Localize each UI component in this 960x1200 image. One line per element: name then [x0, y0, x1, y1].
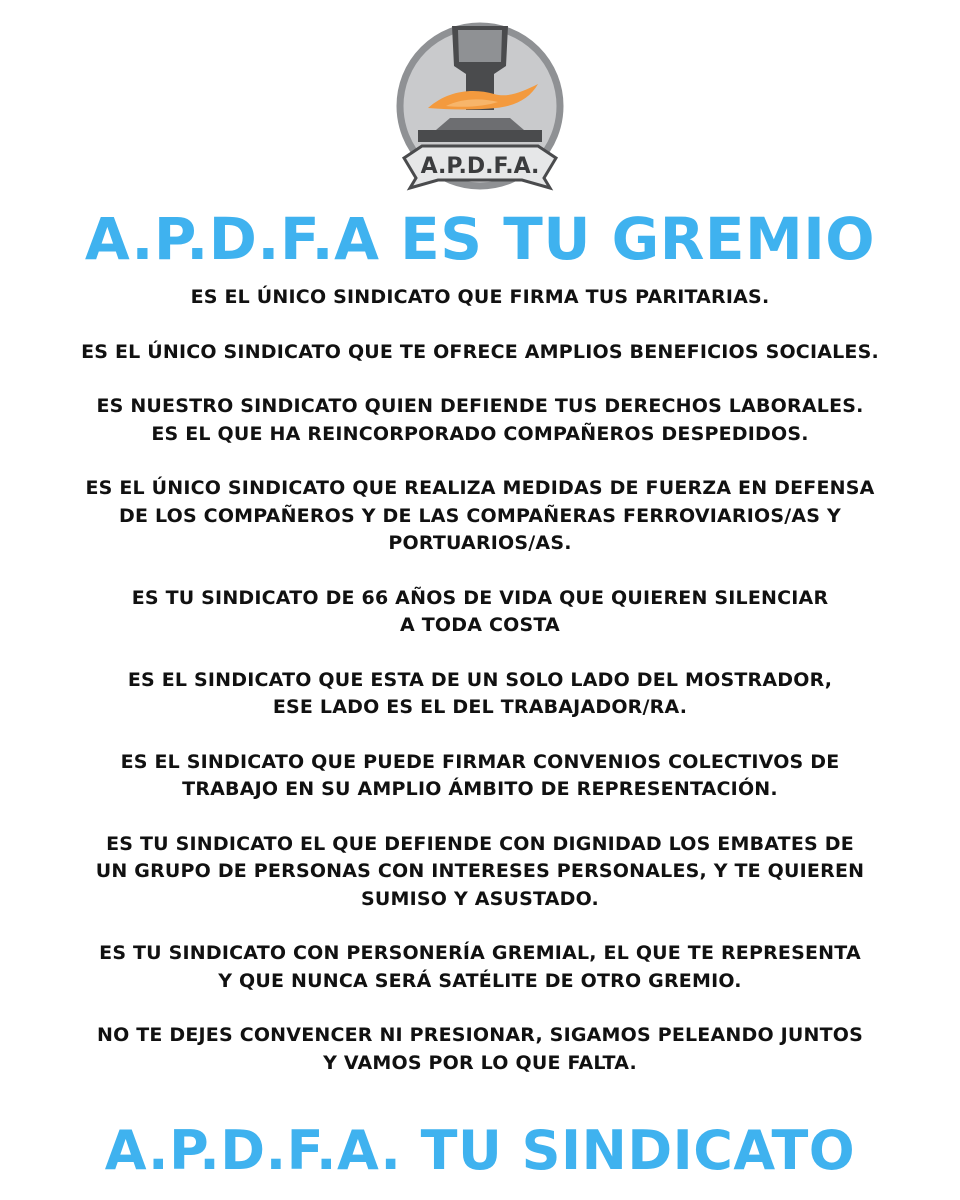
- statement-line: ES TU SINDICATO DE 66 AÑOS DE VIDA QUE QUIEREN SILENCIAR: [131, 586, 829, 609]
- statement-line: ES TU SINDICATO CON PERSONERÍA GREMIAL, EL QUE TE REPRESENTA: [99, 942, 861, 964]
- statement-line: TRABAJO EN SU AMPLIO ÁMBITO DE REPRESENTACIÓN.: [182, 778, 778, 800]
- statement-line: UN GRUPO DE PERSONAS CON INTERESES PERSONALES, Y TE QUIEREN: [95, 860, 865, 882]
- statement-line: ES EL SINDICATO QUE ESTA DE UN SOLO LADO DEL MOSTRADOR,: [127, 668, 833, 691]
- statements-list: [40, 284, 920, 1104]
- logo-emblem-icon: [390, 18, 570, 198]
- statement-paragraph: [40, 475, 920, 558]
- statement-line: ES TU SINDICATO EL QUE DEFIENDE CON DIGNIDAD LOS EMBATES DE: [106, 832, 854, 855]
- statement-paragraph: [40, 585, 920, 640]
- statement-line: ES NUESTRO SINDICATO QUIEN DEFIENDE TUS DERECHOS LABORALES.: [96, 395, 864, 417]
- statement-line: SUMISO Y ASUSTADO.: [361, 887, 599, 910]
- statement-line: Y VAMOS POR LO QUE FALTA.: [323, 1051, 637, 1074]
- statement-line: ES EL ÚNICO SINDICATO QUE TE OFRECE AMPLIOS BENEFICIOS SOCIALES.: [81, 340, 879, 363]
- statement-paragraph: [40, 667, 920, 722]
- page-headline: A.P.D.F.A ES TU GREMIO: [84, 205, 876, 273]
- statement-paragraph: [40, 749, 920, 804]
- statement-line: Y QUE NUNCA SERÁ SATÉLITE DE OTRO GREMIO.: [218, 969, 742, 992]
- statement-line: ES EL ÚNICO SINDICATO QUE FIRMA TUS PARITARIAS.: [190, 286, 770, 308]
- apdfa-logo: [390, 18, 570, 198]
- statement-line: ESE LADO ES EL DEL TRABAJADOR/RA.: [272, 696, 688, 718]
- statement-paragraph: [40, 393, 920, 448]
- statement-line: ES EL SINDICATO QUE PUEDE FIRMAR CONVENIOS COLECTIVOS DE: [120, 750, 840, 773]
- statement-line: NO TE DEJES CONVENCER NI PRESIONAR, SIGAMOS PELEANDO JUNTOS: [96, 1024, 864, 1046]
- footer-slogan: A.P.D.F.A. TU SINDICATO: [104, 1119, 856, 1182]
- statement-paragraph: [40, 339, 920, 367]
- statement-paragraph: [40, 831, 920, 914]
- statement-line: ES EL QUE HA REINCORPORADO COMPAÑEROS DESPEDIDOS.: [151, 422, 809, 445]
- logo-ribbon-text: A.P.D.F.A.: [420, 154, 540, 179]
- statement-line: DE LOS COMPAÑEROS Y DE LAS COMPAÑERAS FERROVIARIOS/AS Y: [119, 504, 841, 527]
- statement-line: PORTUARIOS/AS.: [388, 532, 572, 554]
- statement-paragraph: [40, 940, 920, 995]
- statement-line: ES EL ÚNICO SINDICATO QUE REALIZA MEDIDAS DE FUERZA EN DEFENSA: [85, 477, 875, 499]
- statement-line: A TODA COSTA: [400, 614, 560, 636]
- statement-paragraph: [40, 1022, 920, 1077]
- statement-paragraph: [40, 284, 920, 312]
